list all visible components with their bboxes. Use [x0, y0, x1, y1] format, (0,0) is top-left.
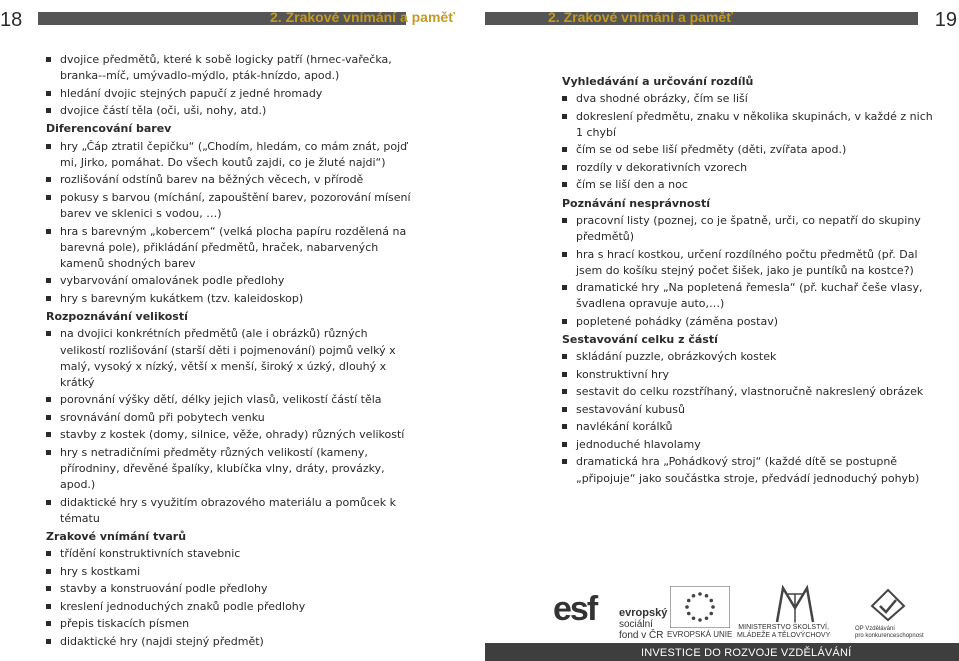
opvk-logo-icon — [870, 588, 906, 622]
list-item — [46, 52, 416, 84]
eu-star — [709, 612, 713, 616]
list-item — [562, 349, 934, 365]
mistakes-list — [562, 213, 934, 330]
list-item — [46, 190, 416, 222]
list-item — [562, 213, 934, 245]
bullet-square-icon — [46, 569, 51, 574]
list-item — [562, 280, 934, 312]
list-item — [562, 109, 934, 141]
list-item-text: srovnávání domů při pobytech venku — [60, 410, 265, 424]
list-item-text: skládání puzzle, obrázkových kostek — [576, 350, 777, 364]
section-heading-shapes: Zrakové vnímání tvarů — [46, 530, 187, 544]
eu-star — [692, 594, 696, 598]
list-item — [46, 326, 416, 391]
list-item-text: porovnání výšky dětí, délky jejich vlasů, velikostí částí těla — [60, 393, 382, 407]
list-item-text: dramatické hry „Na popletená řemesla“ (př. kuchař češe vlasy, švadlena opravuje auto,…) — [576, 281, 923, 311]
bullet-square-icon — [46, 500, 51, 505]
list-item — [46, 172, 416, 188]
bullet-square-icon — [46, 551, 51, 556]
list-item — [562, 384, 934, 400]
bullet-square-icon — [562, 252, 567, 257]
intro-list — [46, 52, 416, 119]
bullet-square-icon — [46, 296, 51, 301]
opvk-caption — [855, 626, 924, 640]
list-item — [46, 392, 416, 408]
eu-star — [692, 616, 696, 620]
list-item-text: rozlišování odstínů barev na běžných věcech, v přírodě — [60, 173, 364, 187]
eu-star — [709, 599, 713, 603]
list-item — [46, 291, 416, 307]
list-item-text: dokreslení předmětu, znaku v několika skupinách, v každé z nich 1 chybí — [576, 109, 933, 139]
bullet-square-icon — [46, 177, 51, 182]
bullet-square-icon — [562, 424, 567, 429]
list-item-text: pokusy s barvou (míchání, zapouštění barev, pozorování mísení barev ve sklenici s vodou, …) — [60, 190, 411, 221]
colors-list — [46, 139, 416, 308]
list-item — [46, 139, 416, 171]
eu-star — [711, 605, 715, 609]
opvk-line-2: pro konkurenceschopnost — [855, 633, 924, 639]
list-item-text: stavby z kostek (domy, silnice, věže, ohrady) různých velikostí — [60, 428, 405, 442]
bullet-square-icon — [46, 144, 51, 149]
list-item-text: přepis tiskacích písmen — [60, 617, 190, 631]
list-item-text: dramatická hra „Pohádkový stroj“ (každé dítě se postupně „připojuje“ jako součástka stroje, předvádí jednoduchý pohyb) — [576, 455, 920, 485]
bullet-square-icon — [46, 604, 51, 609]
esf-caption — [619, 608, 667, 641]
esf-line-1: evropský — [619, 607, 668, 619]
page-number-left: 18 — [0, 9, 23, 31]
eu-caption: EVROPSKÁ UNIE — [667, 630, 733, 639]
list-item-text: navlékání korálků — [576, 420, 673, 434]
list-item-text: didaktické hry s využitím obrazového materiálu a pomůcek k tématu — [60, 495, 396, 526]
assembling-list — [562, 349, 934, 486]
list-item — [562, 437, 934, 453]
esf-line-2: sociální — [619, 619, 653, 630]
bullet-square-icon — [562, 114, 567, 119]
eu-star — [698, 618, 702, 622]
bullet-square-icon — [46, 331, 51, 336]
section-heading-mistakes: Poznávání nesprávností — [562, 196, 710, 210]
list-item-text: hledání dvojic stejných papučí z jedné hromady — [60, 86, 323, 100]
list-item-text: hry s netradičními předměty různých velikostí (kameny, přírodniny, dřevěné špalíky, klubíčka vlny, dráty, provázky, apod.) — [60, 445, 385, 492]
bullet-square-icon — [46, 57, 51, 62]
differences-list — [562, 91, 934, 193]
bullet-square-icon — [562, 389, 567, 394]
msmt-caption — [737, 624, 830, 640]
bullet-square-icon — [562, 285, 567, 290]
chapter-title-right: 2. Zrakové vnímání a paměť — [548, 9, 733, 25]
msmt-line-2: MLÁDEŽE A TĚLOVÝCHOVY — [737, 632, 831, 639]
bullet-square-icon — [46, 621, 51, 626]
list-item-text: jednoduché hlavolamy — [576, 437, 701, 451]
list-item — [46, 86, 416, 102]
shapes-list — [46, 546, 416, 650]
esf-logo: esf — [553, 590, 597, 628]
bullet-square-icon — [46, 108, 51, 113]
list-item — [562, 367, 934, 383]
list-item — [562, 314, 934, 330]
list-item-text: čím se od sebe liší předměty (děti, zvířata apod.) — [576, 143, 847, 157]
list-item-text: na dvojici konkrétních předmětů (ale i obrázků) různých velikostí rozlišování (starší děti i pojmenování) pojmů velký x malý, vysoký x nízký, větší x menší, široký x úzký, dlouhý x krátký — [60, 327, 396, 389]
header-bar-right — [485, 9, 918, 25]
list-item — [46, 445, 416, 494]
list-item — [46, 616, 416, 632]
list-item — [562, 419, 934, 435]
list-item — [46, 634, 416, 650]
list-item-text: vybarvování omalovánek podle předlohy — [60, 274, 285, 288]
list-item — [562, 142, 934, 158]
section-heading-sizes: Rozpoznávání velikostí — [46, 310, 188, 324]
eu-star — [687, 612, 691, 616]
bullet-square-icon — [46, 415, 51, 420]
list-item — [562, 177, 934, 193]
bullet-square-icon — [562, 372, 567, 377]
list-item — [562, 402, 934, 418]
list-item-text: pracovní listy (poznej, co je špatně, urči, co nepatří do skupiny předmětů) — [576, 213, 921, 244]
bullet-square-icon — [562, 354, 567, 359]
list-item — [46, 103, 416, 119]
list-item — [46, 546, 416, 562]
bullet-square-icon — [46, 278, 51, 283]
page-number-right: 19 — [934, 9, 957, 31]
bullet-square-icon — [46, 397, 51, 402]
list-item — [46, 599, 416, 615]
bullet-square-icon — [46, 586, 51, 591]
list-item-text: hry s kostkami — [60, 564, 141, 578]
list-item-text: sestavit do celku rozstříhaný, vlastnoručně nakreslený obrázek — [576, 385, 924, 399]
list-item-text: hry „Čáp ztratil čepičku“ („Chodím, hledám, co mám znát, pojď mi, Jirko, pomáhat. Do všech koutů zajdi, co je žluté najdi“) — [60, 139, 408, 169]
list-item — [46, 564, 416, 580]
list-item — [46, 224, 416, 273]
list-item — [562, 160, 934, 176]
eu-star — [687, 599, 691, 603]
list-item-text: stavby a konstruování podle předlohy — [60, 582, 268, 596]
bullet-square-icon — [562, 407, 567, 412]
list-item-text: konstruktivní hry — [576, 367, 669, 381]
bullet-square-icon — [46, 91, 51, 96]
footer-text: INVESTICE DO ROZVOJE VZDĚLÁVÁNÍ — [641, 647, 852, 659]
opvk-line-1: OP Vzdělávání — [855, 626, 895, 632]
list-item — [46, 581, 416, 597]
list-item-text: popletené pohádky (záměna postav) — [576, 314, 779, 328]
eu-star — [705, 616, 709, 620]
bullet-square-icon — [46, 229, 51, 234]
msmt-logo-icon — [775, 584, 815, 624]
list-item-text: třídění konstruktivních stavebnic — [60, 547, 241, 561]
bullet-square-icon — [562, 319, 567, 324]
esf-line-3: fond v ČR — [619, 630, 664, 641]
msmt-line-1: MINISTERSTVO ŠKOLSTVÍ, — [738, 624, 829, 631]
list-item-text: rozdíly v dekorativních vzorech — [576, 160, 748, 174]
bullet-square-icon — [562, 96, 567, 101]
eu-star — [685, 605, 689, 609]
funding-logos — [545, 580, 945, 642]
list-item-text: dvojice předmětů, které k sobě logicky patří (hrnec-vařečka, branka--míč, umývadlo-mýdlo, pták-hnízdo, apod.) — [60, 53, 392, 83]
bullet-square-icon — [562, 147, 567, 152]
list-item — [562, 247, 934, 279]
bullet-square-icon — [562, 442, 567, 447]
list-item — [46, 495, 416, 527]
list-item-text: didaktické hry (najdi stejný předmět) — [60, 634, 264, 648]
section-heading-differences: Vyhledávání a určování rozdílů — [562, 75, 754, 88]
list-item-text: kreslení jednoduchých znaků podle předlohy — [60, 599, 306, 613]
eu-star — [698, 592, 702, 596]
bullet-square-icon — [46, 195, 51, 200]
list-item-text: hry s barevným kukátkem (tzv. kaleidoskop) — [60, 291, 304, 305]
list-item — [562, 91, 934, 107]
list-item-text: dvojice částí těla (oči, uši, nohy, atd.) — [60, 104, 267, 118]
section-heading-colors: Diferencování barev — [46, 122, 172, 136]
bullet-square-icon — [562, 218, 567, 223]
chapter-title-left: 2. Zrakové vnímání a paměť — [270, 9, 455, 25]
list-item-text: hra s hrací kostkou, určení rozdílného počtu předmětů (př. Dal jsem do košíku stejný počet šišek, jako je puntíků na kostce?) — [576, 247, 918, 277]
list-item — [46, 410, 416, 426]
right-column — [562, 72, 934, 488]
bullet-square-icon — [562, 459, 567, 464]
list-item — [46, 427, 416, 443]
sizes-list — [46, 326, 416, 527]
list-item-text: sestavování kubusů — [576, 402, 685, 416]
section-heading-assembling: Sestavování celku z částí — [562, 333, 718, 347]
list-item-text: čím se liší den a noc — [576, 178, 688, 192]
eu-star — [705, 594, 709, 598]
bullet-square-icon — [46, 450, 51, 455]
bullet-square-icon — [562, 182, 567, 187]
list-item-text: dva shodné obrázky, čím se liší — [576, 92, 748, 106]
eu-flag-icon — [670, 586, 730, 628]
list-item-text: hra s barevným „kobercem“ (velká plocha papíru rozdělená na barevná pole), přikládání předmětů, hraček, nabarvených kamenů shodných barev — [60, 224, 407, 270]
bullet-square-icon — [562, 165, 567, 170]
list-item — [46, 273, 416, 289]
list-item — [562, 454, 934, 486]
header-bar-left — [38, 9, 455, 25]
bullet-square-icon — [46, 432, 51, 437]
left-column — [46, 52, 416, 651]
bullet-square-icon — [46, 639, 51, 644]
